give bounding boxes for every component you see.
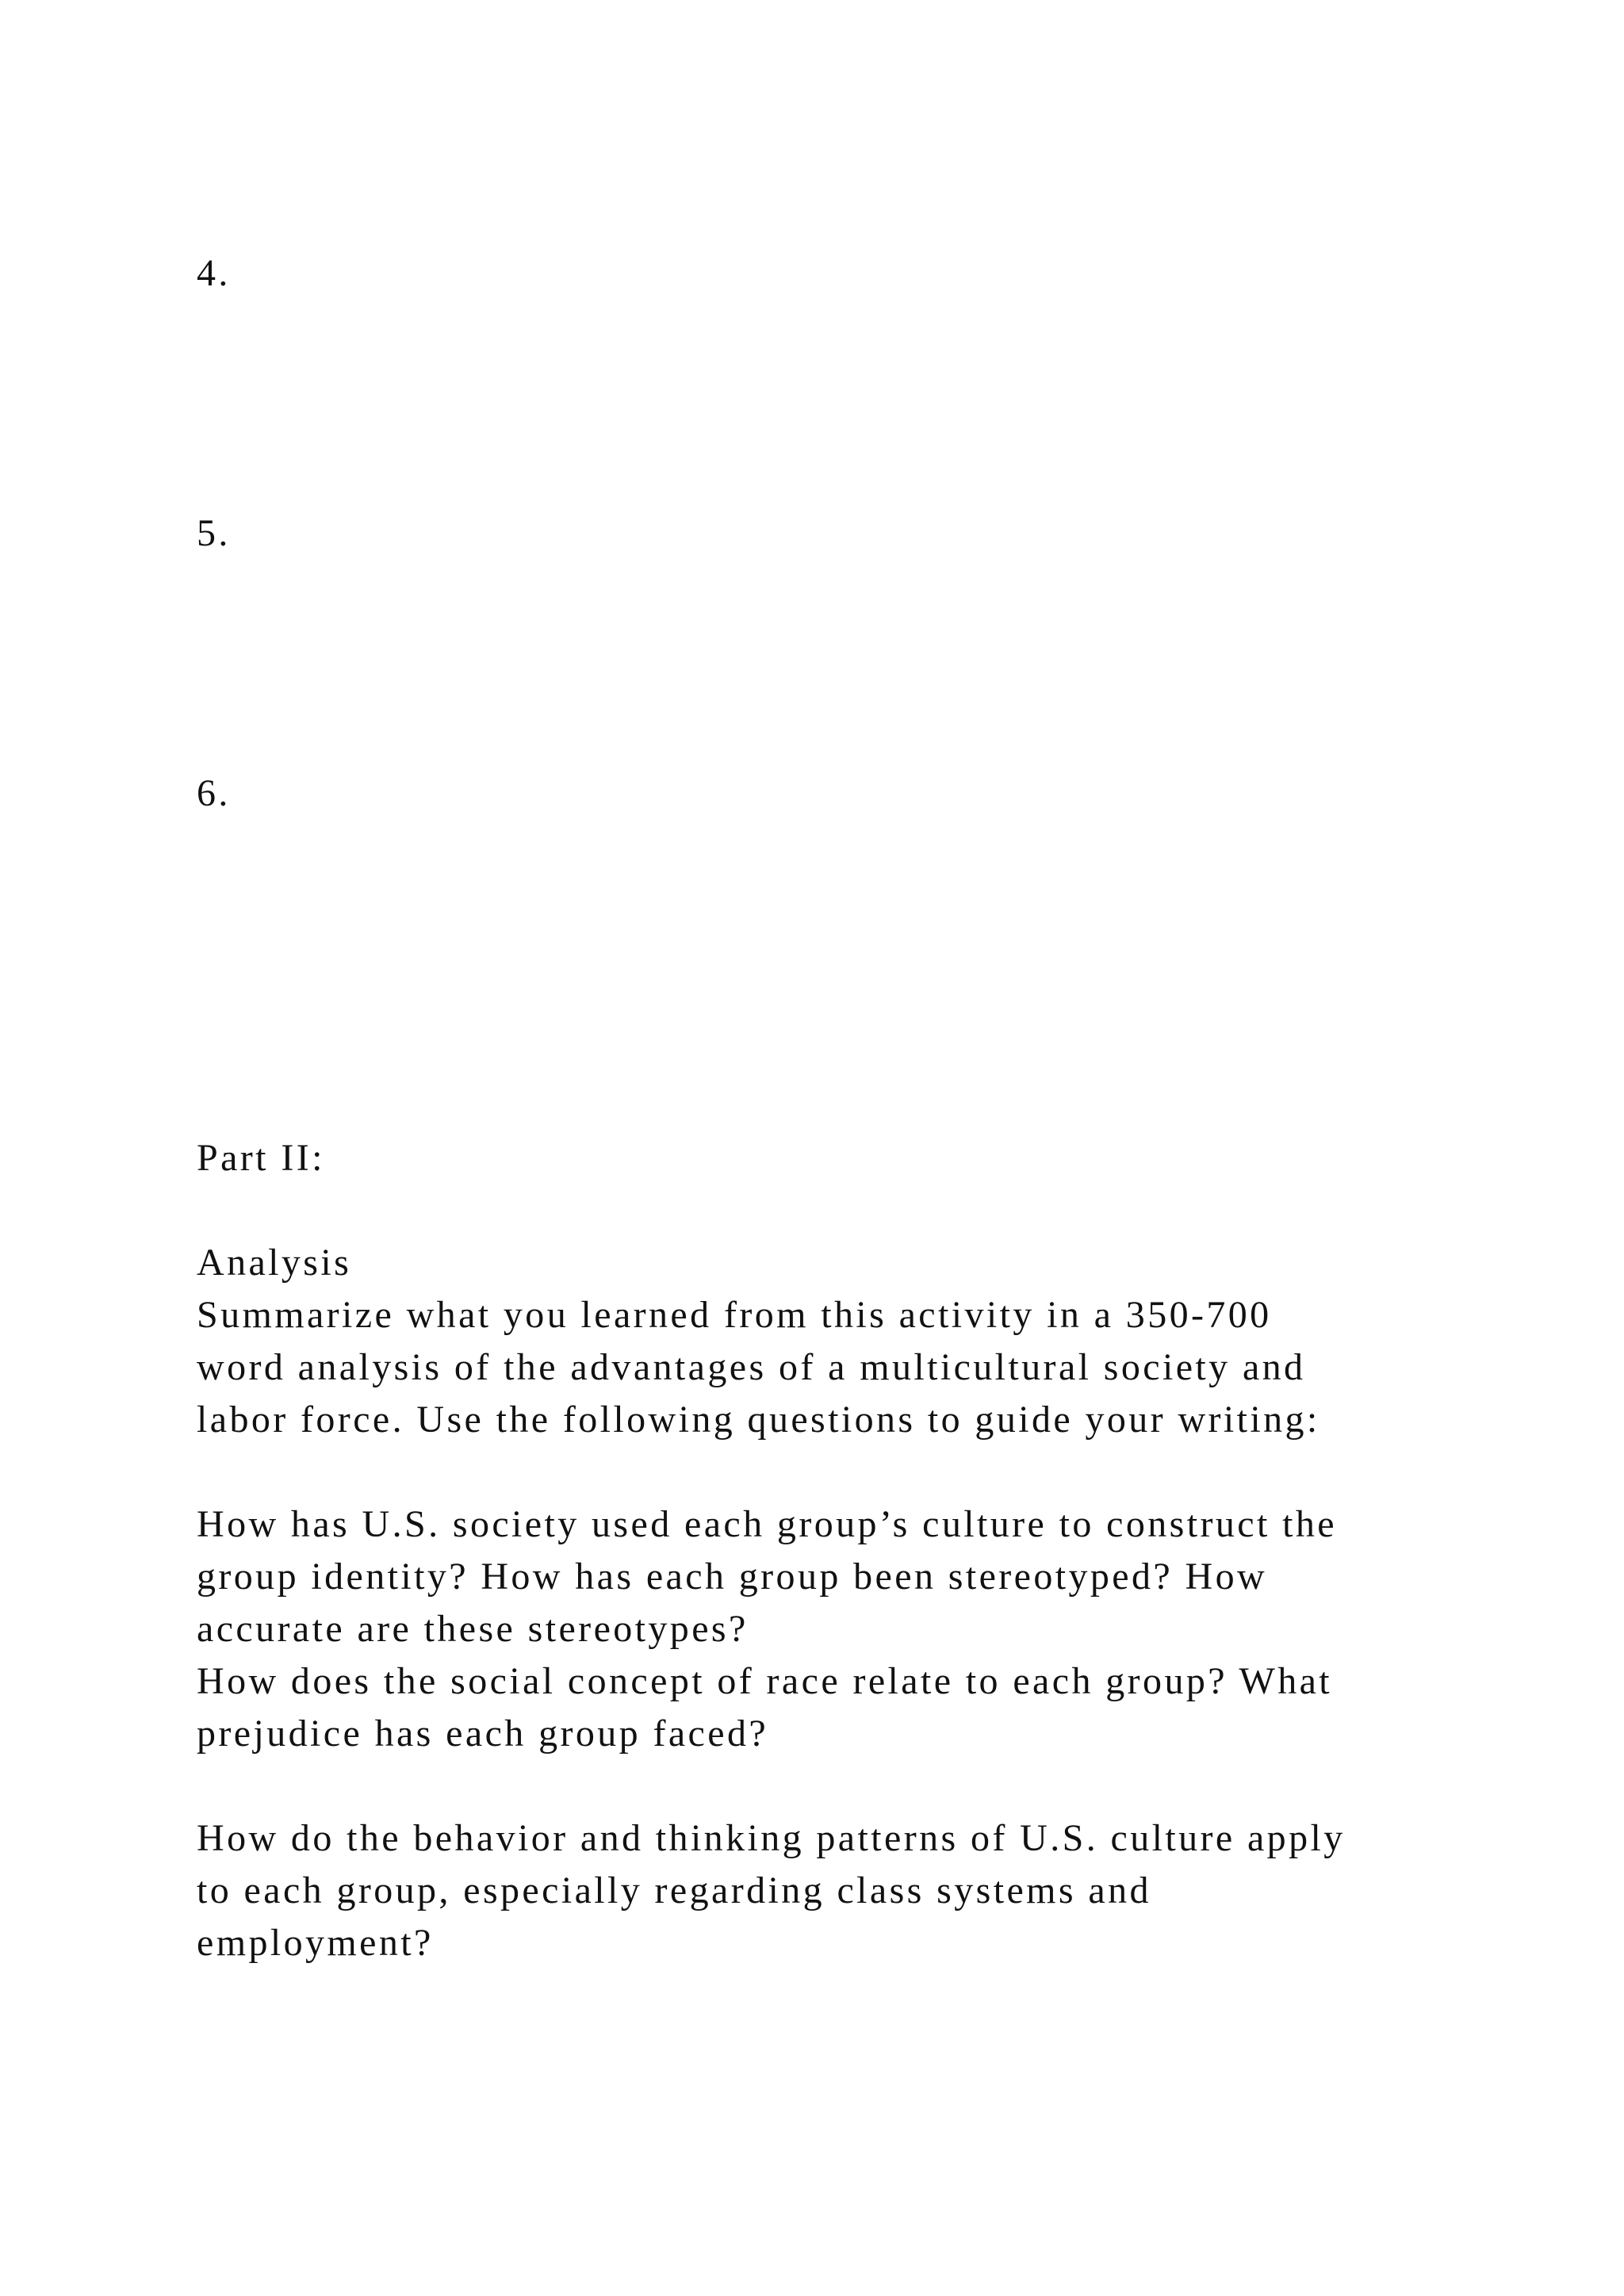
question-line-1: How has U.S. society used each group’s culture to construct the xyxy=(197,1503,1337,1545)
intro-line-2: word analysis of the advantages of a multicultural society and xyxy=(197,1346,1306,1388)
part-heading: Part II: xyxy=(197,1137,325,1179)
list-item-5: 5. xyxy=(197,512,231,554)
intro-line-1: Summarize what you learned from this activity in a 350-700 xyxy=(197,1294,1272,1336)
question-line-8: employment? xyxy=(197,1922,434,1964)
question-line-2: group identity? How has each group been stereotyped? How xyxy=(197,1556,1268,1598)
question-line-4: How does the social concept of race relate to each group? What xyxy=(197,1660,1333,1702)
section-title: Analysis xyxy=(197,1242,352,1284)
question-line-3: accurate are these stereotypes? xyxy=(197,1608,749,1650)
question-line-5: prejudice has each group faced? xyxy=(197,1712,769,1755)
intro-line-3: labor force. Use the following questions to guide your writing: xyxy=(197,1399,1320,1441)
question-line-7: to each group, especially regarding class systems and xyxy=(197,1869,1151,1911)
list-item-6: 6. xyxy=(197,772,231,814)
list-item-4: 4. xyxy=(197,252,231,294)
question-line-6: How do the behavior and thinking patterns of U.S. culture apply xyxy=(197,1817,1346,1859)
